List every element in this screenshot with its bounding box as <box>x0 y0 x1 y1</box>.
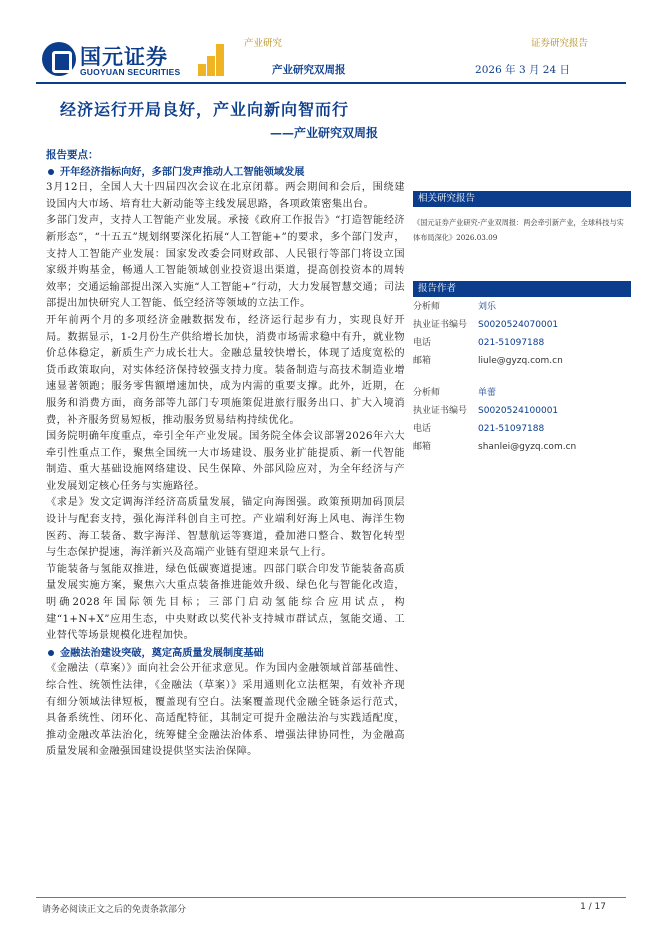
header-date: 2026 年 3 月 24 日 <box>475 64 570 76</box>
header-divider <box>36 82 626 84</box>
analyst-header: 报告作者 <box>413 281 631 297</box>
logo-english-text: GUOYUAN SECURITIES <box>80 67 181 77</box>
analyst-cert: S0020524100001 <box>478 406 559 416</box>
analyst-name-row: 分析师 刘乐 <box>413 302 497 312</box>
logo-stairs-icon <box>198 44 224 76</box>
report-body <box>46 147 405 761</box>
analyst-name-row: 分析师 单蕾 <box>413 388 497 398</box>
paragraph: 节能装备与氢能双推进，绿色低碳赛道提速。四部门联合印发节能装备高质量发展实施方案，聚焦六大重点装备推进能效升级、绿色化与智能化改造，明确2028年国际领先目标；三部门启动氢能综合应用试点，构建“1+N+X”应用生态，中央财政以奖代补支持城市群试点，氢能交通、工业替代等场景规模化进程加快。 <box>46 563 405 642</box>
header-subtitle: 产业研究双周报 <box>272 64 346 76</box>
section-heading: 金融法治建设突破，奠定高质量发展制度基础 <box>46 645 405 662</box>
analyst-name: 刘乐 <box>478 302 497 312</box>
paragraph: 3月12日，全国人大十四届四次会议在北京闭幕。两会期间和会后，围绕建设国内大市场、培育壮大新动能等主线发展思路，各项政策密集出台。 <box>46 182 405 210</box>
analyst-name: 单蕾 <box>478 388 497 398</box>
logo-icon <box>42 42 76 76</box>
related-research-header: 相关研究报告 <box>413 191 631 207</box>
header-category: 产业研究 <box>244 38 283 49</box>
section-heading: 开年经济指标向好，多部门发声推动人工智能领域发展 <box>46 164 405 181</box>
logo-text: 国元证券 <box>80 45 168 69</box>
page-subtitle: ——产业研究双周报 <box>270 126 379 140</box>
analyst-phone: 021-51097188 <box>478 424 545 434</box>
analyst-email-row: 邮箱 liule@gyzq.com.cn <box>413 356 563 366</box>
analyst-email-link[interactable]: shanlei@gyzq.com.cn <box>478 442 577 452</box>
analyst-cert-row: 执业证书编号 S0020524100001 <box>413 406 559 416</box>
analyst-cert-row: 执业证书编号 S0020524070001 <box>413 320 559 330</box>
paragraph: 开年前两个月的多项经济金融数据发布，经济运行起步有力，实现良好开局。数据显示，1-2月份生产供给增长加快，消费市场需求稳中有升，就业物价总体稳定，新质生产力成长壮大。金融总量较快增长，体现了适度宽松的货币政策取向，对实体经济保持较强支持力度。装备制造与高技术制造业增速显著领跑；服务零售额增速加快，成为内需的重要支撑。此外，近期，在服务和消费方面，商务部等九部门专项施策促进旅行服务出口、扩大入境消费，补齐服务贸易短板，推动服务贸易结构持续优化。 <box>46 314 405 426</box>
analyst-phone: 021-51097188 <box>478 338 545 348</box>
analyst-cert: S0020524070001 <box>478 320 559 330</box>
page-title: 经济运行开局良好，产业向新向智而行 <box>60 100 350 119</box>
analyst-phone-row: 电话 021-51097188 <box>413 338 545 348</box>
header-report-type: 证券研究报告 <box>530 38 588 49</box>
analyst-email-row: 邮箱 shanlei@gyzq.com.cn <box>413 442 577 452</box>
page-number: 1 / 17 <box>580 902 606 912</box>
paragraph: 《金融法（草案）》面向社会公开征求意见。作为国内金融领域首部基础性、综合性、统领性法律，《金融法（草案）》采用通则化立法框架，有效补齐现有细分领域法律短板，覆盖现有空白。法案覆盖现代金融全链条运行范式，具备系统性、闭环化、高适配特征，其制定可提升金融法治与实践适配度，推动金融改革法治化，统筹健全金融法治体系、增强法律协同性，为金融高质量发展和金融强国建设提供坚实法治保障。 <box>46 663 405 758</box>
paragraph: 多部门发声，支持人工智能产业发展。承接《政府工作报告》“打造智能经济新形态”，“十五五”规划纲要深化拓展“人工智能+”的要求，多个部门发声，支持人工智能产业发展：国家发改委会同财政部、人民银行等部门将设立国家级并购基金，畅通人工智能领域创业投资退出渠道，提高创投资本的周转效率；交通运输部提出深入实施“人工智能+”行动，大力发展智慧交通；司法部提出加快研究人工智能、低空经济等领域的立法工作。 <box>46 215 405 310</box>
analyst-email-link[interactable]: liule@gyzq.com.cn <box>478 356 563 366</box>
footer-disclaimer: 请务必阅读正文之后的免责条款部分 <box>42 905 187 915</box>
related-research-link[interactable]: 《国元证券产业研究-产业双周报：两会牵引新产业，全球科技与实体布局深化》2026.03.09 <box>413 218 624 242</box>
analyst-phone-row: 电话 021-51097188 <box>413 424 545 434</box>
paragraph: 国务院明确年度重点，牵引全年产业发展。国务院全体会议部署2026年六大牵引性重点工作，聚焦全国统一大市场建设、服务业扩能提质、新一代智能制造、重大基础设施网络建设、民生保障、外部风险应对，为全年经济与产业发展划定核心任务与实施路径。 <box>46 431 405 492</box>
footer-divider <box>36 897 626 898</box>
paragraph: 《求是》发文定调海洋经济高质量发展，锚定向海图强。政策预期加码顶层设计与配套支持，强化海洋科创自主可控。产业端利好海上风电、海洋生物医药、海工装备、数字海洋、智慧航运等赛道，叠加港口整合、数智化转型与生态保护提速，海洋新兴及高端产业链有望迎来景气上行。 <box>46 497 405 559</box>
report-points-label: 报告要点： <box>46 149 99 161</box>
